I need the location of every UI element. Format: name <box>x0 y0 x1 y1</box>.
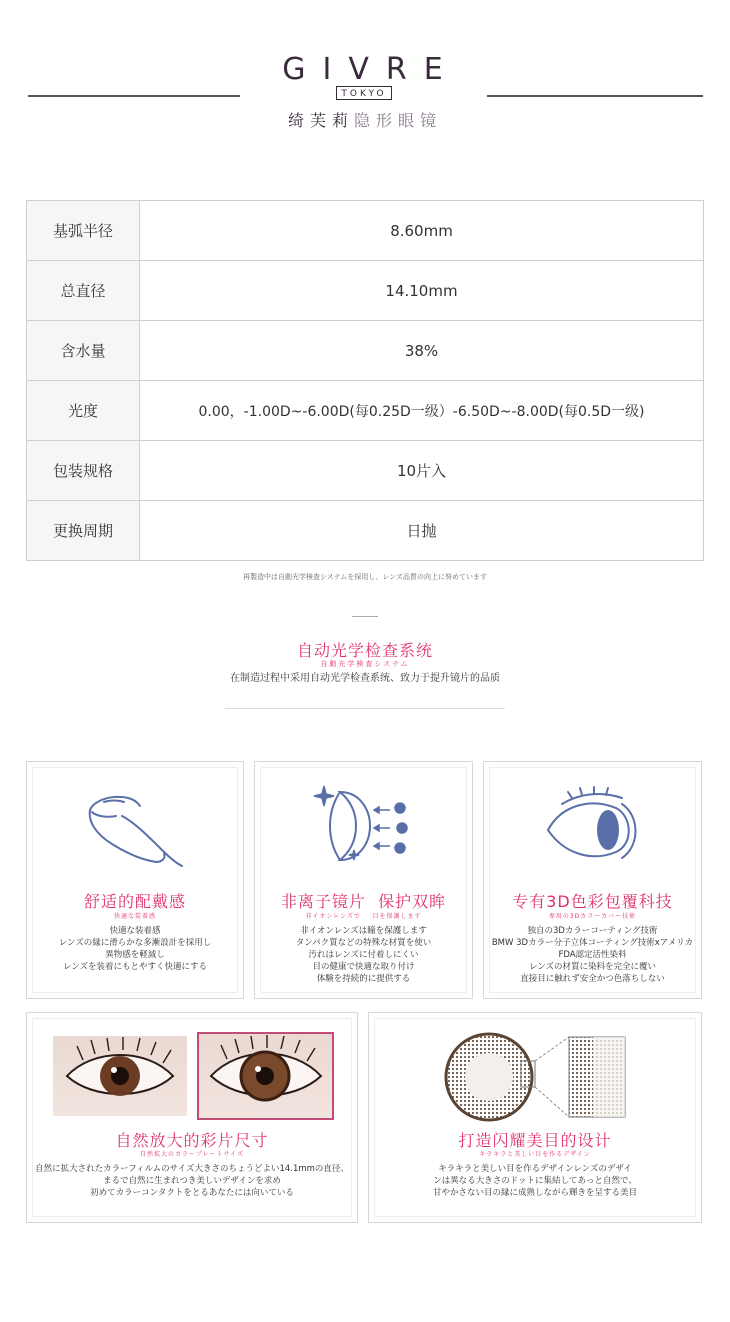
card-title: 舒适的配戴感 <box>83 892 186 911</box>
eye-photo-before <box>53 1036 187 1116</box>
spec-value: 38% <box>140 321 704 381</box>
card-line: キラキラと美しい目を作るデザインレンズのデザイ <box>438 1164 632 1174</box>
lens-protection-icon <box>310 780 420 872</box>
header-rule-left <box>28 95 240 97</box>
card-line: 自然に拡大されたカラーフィルムのサイズ大きさのちょうどよい14.1mmの直径、 <box>35 1164 349 1174</box>
table-row <box>27 501 704 561</box>
spec-key: 更换周期 <box>27 501 140 561</box>
card-line: 初めてカラーコンタクトをとるあなたには向いている <box>90 1188 294 1198</box>
card-line: 快適な装着感 <box>109 926 161 936</box>
card-body <box>484 925 701 985</box>
lens-pattern-illustration <box>443 1031 633 1123</box>
table-row <box>27 441 704 501</box>
feature-card-sparkle-design <box>368 1012 702 1223</box>
spec-value: 10片入 <box>140 441 704 501</box>
spec-key: 光度 <box>27 381 140 441</box>
card-line: 直接目に触れず安全かつ色落ちしない <box>520 974 665 984</box>
card-line: レンズの縁に滑らかな多漸設計を採用し <box>58 938 212 948</box>
card-line: まるで自然に生まれつき美しいデザインを求め <box>103 1176 281 1186</box>
finger-lens-icon <box>82 782 192 872</box>
brand-logo: GIVRE <box>282 52 460 87</box>
card-body <box>27 925 243 973</box>
spec-value: 14.10mm <box>140 261 704 321</box>
table-row <box>27 321 704 381</box>
brand-tokyo-badge: TOKYO <box>336 86 392 100</box>
spec-note: 再製造中は自動光学検査システムを採用し、レンズ品質の向上に努めています <box>243 573 487 581</box>
feature-card-3d-color <box>483 761 702 999</box>
card-subtitle: キラキラと美しい目を作るデザイン <box>479 1151 591 1158</box>
inspection-desc: 在制造过程中采用自动光学检查系统、致力于提升镜片的品质 <box>230 673 500 684</box>
spec-value: 日抛 <box>140 501 704 561</box>
feature-card-comfort <box>26 761 244 999</box>
card-line: 汚れはレンズに付着しにくい <box>308 950 419 960</box>
spec-value: 8.60mm <box>140 201 704 261</box>
card-line: 非イオンレンズは瞳を保護します <box>300 926 427 936</box>
table-row <box>27 381 704 441</box>
card-line: BMW 3Dカラー分子立体コーティング技術xアメリカ <box>491 938 694 948</box>
eye-coating-icon <box>542 784 646 872</box>
card-subtitle: 専用の3Dカラーカバー技術 <box>548 913 637 920</box>
card-subtitle: 非イオンレンズで 目を保護します <box>305 913 422 920</box>
eye-photo-after <box>199 1034 332 1118</box>
inspection-subtitle: 自動光学検査システム <box>320 660 410 668</box>
brand-cn-name-b: 隐形眼镜 <box>354 111 443 130</box>
card-body <box>369 1163 701 1199</box>
card-title: 非离子镜片 保护双眸 <box>280 892 447 911</box>
spec-key: 总直径 <box>27 261 140 321</box>
card-body <box>27 1163 357 1199</box>
card-line: レンズの材質に染料を完全に覆い <box>528 962 657 972</box>
card-subtitle: 自然拡大のカラープレートサイズ <box>140 1151 244 1158</box>
card-title: 自然放大的彩片尺寸 <box>115 1131 269 1150</box>
section-divider-long <box>225 708 505 709</box>
card-line: 体験を持続的に提供する <box>316 974 411 984</box>
spec-table <box>26 200 704 561</box>
eye-before-illustration <box>53 1036 187 1116</box>
card-line: ンは異なる大きさのドットに集結してあっと自然で、 <box>433 1176 637 1186</box>
card-line: 目の健康で快適な取り付け <box>312 962 415 972</box>
table-row <box>27 201 704 261</box>
card-line: レンズを装着にもとやすく快適にする <box>62 962 208 972</box>
table-row <box>27 261 704 321</box>
spec-key: 基弧半径 <box>27 201 140 261</box>
feature-card-natural-size <box>26 1012 358 1223</box>
header-rule-right <box>487 95 703 97</box>
section-divider-short <box>352 616 378 617</box>
card-body <box>255 925 472 985</box>
inspection-title: 自动光学检查系统 <box>296 641 433 660</box>
card-line: 独自の3Dカラーコーティング技術 <box>527 926 658 936</box>
card-line: 異物感を軽減し <box>105 950 165 960</box>
feature-card-non-ionic <box>254 761 473 999</box>
spec-value: 0.00，-1.00D~-6.00D(每0.25D一级）-6.50D~-8.00D(每0.5D一级) <box>140 381 704 441</box>
card-line: タンパク質などの特殊な材質を使い <box>295 938 432 948</box>
eye-after-illustration <box>199 1034 332 1118</box>
card-subtitle: 快適な装着感 <box>113 913 156 920</box>
spec-key: 包装规格 <box>27 441 140 501</box>
brand-cn-name <box>0 108 730 131</box>
card-title: 打造闪耀美目的设计 <box>458 1131 612 1150</box>
card-line: FDA認定活性染料 <box>558 950 627 960</box>
spec-key: 含水量 <box>27 321 140 381</box>
card-line: 甘やかさない目の縁に成熟しながら輝きを呈する美目 <box>432 1188 637 1198</box>
brand-cn-name-a: 绮芙莉 <box>287 111 354 130</box>
card-title: 专有3D色彩包覆科技 <box>512 892 673 911</box>
